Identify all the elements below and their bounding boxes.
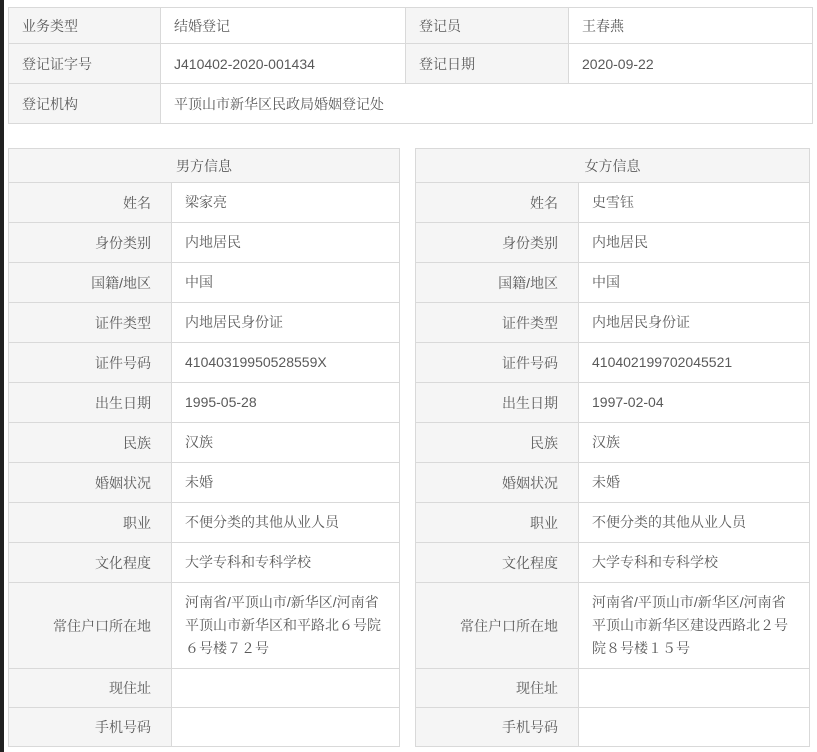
table-row bbox=[9, 44, 813, 84]
cert-number-label: 登记证字号 bbox=[9, 44, 161, 84]
table-row bbox=[416, 263, 810, 303]
table-row bbox=[9, 503, 400, 543]
agency-value: 平顶山市新华区民政局婚姻登记处 bbox=[161, 84, 813, 124]
field-label: 民族 bbox=[9, 423, 172, 463]
field-value: 内地居民身份证 bbox=[579, 303, 810, 343]
field-value: 410402199702045521 bbox=[579, 343, 810, 383]
field-value: 41040319950528559X bbox=[172, 343, 400, 383]
agency-label: 登记机构 bbox=[9, 84, 161, 124]
registration-date-label: 登记日期 bbox=[406, 44, 569, 84]
field-label: 职业 bbox=[416, 503, 579, 543]
table-row bbox=[9, 303, 400, 343]
left-edge-strip bbox=[0, 0, 4, 752]
table-row bbox=[9, 708, 400, 747]
table-row bbox=[9, 8, 813, 44]
table-row bbox=[416, 343, 810, 383]
field-value bbox=[172, 669, 400, 708]
field-value: 河南省/平顶山市/新华区/河南省平顶山市新华区建设西路北２号院８号楼１５号 bbox=[579, 583, 810, 669]
field-value bbox=[172, 708, 400, 747]
field-value bbox=[579, 669, 810, 708]
field-value: 内地居民身份证 bbox=[172, 303, 400, 343]
table-row bbox=[416, 303, 810, 343]
male-table-title: 男方信息 bbox=[9, 149, 400, 183]
field-value: 史雪钰 bbox=[579, 183, 810, 223]
table-row bbox=[416, 183, 810, 223]
table-row bbox=[9, 84, 813, 124]
table-row bbox=[9, 423, 400, 463]
table-row bbox=[9, 583, 400, 669]
person-info-section bbox=[8, 148, 812, 747]
field-label: 婚姻状况 bbox=[416, 463, 579, 503]
table-row bbox=[416, 583, 810, 669]
registration-date-value: 2020-09-22 bbox=[569, 44, 813, 84]
table-row bbox=[9, 669, 400, 708]
field-value: 梁家亮 bbox=[172, 183, 400, 223]
field-label: 身份类别 bbox=[416, 223, 579, 263]
table-row bbox=[416, 463, 810, 503]
female-info-table bbox=[415, 148, 810, 747]
table-row bbox=[416, 543, 810, 583]
marriage-record-page bbox=[8, 7, 812, 747]
field-value: 大学专科和专科学校 bbox=[579, 543, 810, 583]
field-label: 现住址 bbox=[416, 669, 579, 708]
table-row bbox=[416, 669, 810, 708]
field-value: 河南省/平顶山市/新华区/河南省平顶山市新华区和平路北６号院６号楼７２号 bbox=[172, 583, 400, 669]
field-label: 出生日期 bbox=[9, 383, 172, 423]
registrar-value: 王春燕 bbox=[569, 8, 813, 44]
field-value bbox=[579, 708, 810, 747]
table-row bbox=[9, 183, 400, 223]
field-label: 常住户口所在地 bbox=[9, 583, 172, 669]
field-label: 证件号码 bbox=[9, 343, 172, 383]
field-value: 内地居民 bbox=[579, 223, 810, 263]
field-value: 汉族 bbox=[172, 423, 400, 463]
table-row bbox=[416, 423, 810, 463]
table-row bbox=[416, 708, 810, 747]
field-label: 手机号码 bbox=[9, 708, 172, 747]
table-row bbox=[416, 223, 810, 263]
table-row bbox=[416, 503, 810, 543]
table-row bbox=[9, 383, 400, 423]
field-label: 婚姻状况 bbox=[9, 463, 172, 503]
table-row bbox=[9, 343, 400, 383]
field-label: 民族 bbox=[416, 423, 579, 463]
field-label: 国籍/地区 bbox=[9, 263, 172, 303]
table-row bbox=[9, 223, 400, 263]
field-value: 中国 bbox=[579, 263, 810, 303]
field-label: 文化程度 bbox=[9, 543, 172, 583]
field-value: 不便分类的其他从业人员 bbox=[579, 503, 810, 543]
field-value: 未婚 bbox=[172, 463, 400, 503]
field-value: 内地居民 bbox=[172, 223, 400, 263]
field-value: 1997-02-04 bbox=[579, 383, 810, 423]
cert-number-value: J410402-2020-001434 bbox=[161, 44, 406, 84]
field-label: 证件类型 bbox=[416, 303, 579, 343]
business-type-value: 结婚登记 bbox=[161, 8, 406, 44]
male-info-table bbox=[8, 148, 400, 747]
field-label: 常住户口所在地 bbox=[416, 583, 579, 669]
field-label: 姓名 bbox=[416, 183, 579, 223]
field-label: 出生日期 bbox=[416, 383, 579, 423]
field-value: 中国 bbox=[172, 263, 400, 303]
field-label: 证件类型 bbox=[9, 303, 172, 343]
table-row bbox=[416, 149, 810, 183]
field-label: 证件号码 bbox=[416, 343, 579, 383]
registrar-label: 登记员 bbox=[406, 8, 569, 44]
field-label: 姓名 bbox=[9, 183, 172, 223]
table-row bbox=[9, 263, 400, 303]
field-label: 现住址 bbox=[9, 669, 172, 708]
field-value: 不便分类的其他从业人员 bbox=[172, 503, 400, 543]
field-label: 手机号码 bbox=[416, 708, 579, 747]
business-type-label: 业务类型 bbox=[9, 8, 161, 44]
field-value: 1995-05-28 bbox=[172, 383, 400, 423]
female-table-title: 女方信息 bbox=[416, 149, 810, 183]
table-row bbox=[416, 383, 810, 423]
registration-summary-table bbox=[8, 7, 813, 124]
field-label: 国籍/地区 bbox=[416, 263, 579, 303]
table-row bbox=[9, 463, 400, 503]
field-value: 汉族 bbox=[579, 423, 810, 463]
table-row bbox=[9, 149, 400, 183]
field-value: 未婚 bbox=[579, 463, 810, 503]
field-label: 身份类别 bbox=[9, 223, 172, 263]
table-row bbox=[9, 543, 400, 583]
field-value: 大学专科和专科学校 bbox=[172, 543, 400, 583]
field-label: 职业 bbox=[9, 503, 172, 543]
field-label: 文化程度 bbox=[416, 543, 579, 583]
